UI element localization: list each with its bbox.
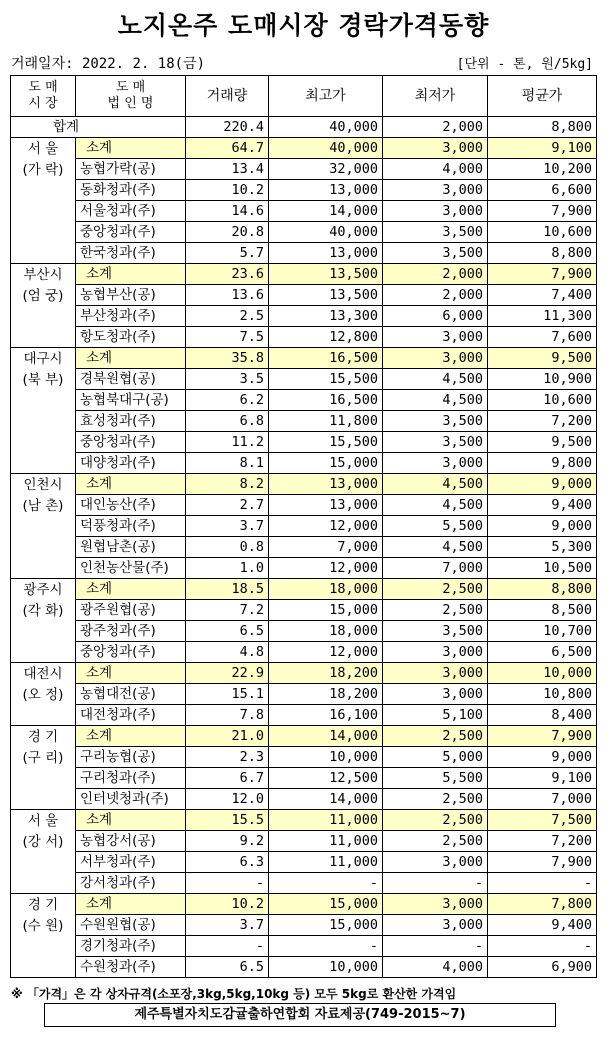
corporation-name: 서울청과(주) xyxy=(76,201,186,222)
volume-cell: 2.3 xyxy=(186,747,269,768)
header-market xyxy=(11,76,76,117)
corporation-name: 농협강서(공) xyxy=(76,831,186,852)
market-name: 부산시 xyxy=(23,267,63,283)
max-price-cell: 16,500 xyxy=(269,348,383,369)
corporation-name: 중앙청과(주) xyxy=(76,642,186,663)
volume-cell: 35.8 xyxy=(186,348,269,369)
market-cell xyxy=(11,579,76,663)
avg-price-cell: 10,600 xyxy=(488,222,597,243)
volume-cell: 18.5 xyxy=(186,579,269,600)
market-name: 경 기 xyxy=(27,729,59,745)
total-max: 40,000 xyxy=(269,117,383,138)
corporation-name: 소계 xyxy=(76,264,186,285)
min-price-cell: 2,500 xyxy=(383,579,488,600)
avg-price-cell: 8,800 xyxy=(488,579,597,600)
table-row xyxy=(11,327,597,348)
min-price-cell: 4,000 xyxy=(383,957,488,978)
avg-price-cell: 7,800 xyxy=(488,894,597,915)
table-row xyxy=(11,936,597,957)
note-text: 「가격」은 각 상자규격(소포장,3kg,5kg,10kg 등) 모두 5kg로 환산한 가격임 xyxy=(26,987,457,1001)
volume-cell: 3.5 xyxy=(186,369,269,390)
corporation-name: 구리농협(공) xyxy=(76,747,186,768)
avg-price-cell: 10,800 xyxy=(488,684,597,705)
header-corporation xyxy=(76,76,186,117)
min-price-cell: 4,500 xyxy=(383,369,488,390)
table-row xyxy=(11,432,597,453)
min-price-cell: 3,500 xyxy=(383,432,488,453)
max-price-cell: 11,800 xyxy=(269,411,383,432)
corporation-name: 중앙청과(주) xyxy=(76,432,186,453)
corporation-name: 소계 xyxy=(76,474,186,495)
volume-cell: 7.8 xyxy=(186,705,269,726)
min-price-cell: 6,000 xyxy=(383,306,488,327)
volume-cell: 0.8 xyxy=(186,537,269,558)
volume-cell: 5.7 xyxy=(186,243,269,264)
min-price-cell: 3,000 xyxy=(383,852,488,873)
volume-cell: 6.8 xyxy=(186,411,269,432)
market-name: 대구시 xyxy=(23,351,63,367)
volume-cell: 8.2 xyxy=(186,474,269,495)
market-location: (남 촌) xyxy=(22,498,64,514)
table-row xyxy=(11,369,597,390)
corporation-name: 농협북대구(공) xyxy=(76,390,186,411)
min-price-cell: 4,500 xyxy=(383,495,488,516)
volume-cell: 10.2 xyxy=(186,180,269,201)
max-price-cell: 16,100 xyxy=(269,705,383,726)
avg-price-cell: 7,500 xyxy=(488,810,597,831)
max-price-cell: 12,800 xyxy=(269,327,383,348)
max-price-cell: 13,300 xyxy=(269,306,383,327)
market-cell xyxy=(11,663,76,726)
min-price-cell: 4,500 xyxy=(383,474,488,495)
volume-cell: 22.9 xyxy=(186,663,269,684)
market-location: (구 리) xyxy=(22,750,64,766)
volume-cell: 4.8 xyxy=(186,642,269,663)
min-price-cell: 3,000 xyxy=(383,915,488,936)
table-row xyxy=(11,411,597,432)
volume-cell: 15.1 xyxy=(186,684,269,705)
corporation-name: 인터넷청과(주) xyxy=(76,789,186,810)
total-min: 2,000 xyxy=(383,117,488,138)
table-row xyxy=(11,642,597,663)
corporation-name: 덕풍청과(주) xyxy=(76,516,186,537)
min-price-cell: 4,500 xyxy=(383,537,488,558)
volume-cell: 8.1 xyxy=(186,453,269,474)
table-row xyxy=(11,600,597,621)
avg-price-cell: 9,500 xyxy=(488,432,597,453)
volume-cell: 6.7 xyxy=(186,768,269,789)
page-title: 노지온주 도매시장 경락가격동향 xyxy=(117,11,490,40)
volume-cell: 21.0 xyxy=(186,726,269,747)
corporation-name: 경기청과(주) xyxy=(76,936,186,957)
max-price-cell: 13,500 xyxy=(269,285,383,306)
max-price-cell: 10,000 xyxy=(269,957,383,978)
subtotal-row xyxy=(11,726,597,747)
volume-cell: 14.6 xyxy=(186,201,269,222)
avg-price-cell: 7,900 xyxy=(488,852,597,873)
volume-cell: 12.0 xyxy=(186,789,269,810)
corporation-name: 대전청과(주) xyxy=(76,705,186,726)
avg-price-cell: 9,500 xyxy=(488,348,597,369)
price-table xyxy=(10,75,597,978)
min-price-cell: 3,000 xyxy=(383,684,488,705)
table-row xyxy=(11,852,597,873)
avg-price-cell: 9,100 xyxy=(488,138,597,159)
avg-price-cell: 5,300 xyxy=(488,537,597,558)
note-mark: ※ xyxy=(11,987,23,1001)
header-max: 최고가 xyxy=(269,76,383,117)
avg-price-cell: 7,000 xyxy=(488,789,597,810)
avg-price-cell: 11,300 xyxy=(488,306,597,327)
min-price-cell: 3,000 xyxy=(383,453,488,474)
min-price-cell: 3,500 xyxy=(383,222,488,243)
market-name: 인천시 xyxy=(23,477,63,493)
corporation-name: 농협가락(공) xyxy=(76,159,186,180)
volume-cell: - xyxy=(186,873,269,894)
volume-cell: 9.2 xyxy=(186,831,269,852)
subtotal-row xyxy=(11,348,597,369)
corporation-name: 소계 xyxy=(76,138,186,159)
max-price-cell: 10,000 xyxy=(269,747,383,768)
corporation-name: 소계 xyxy=(76,810,186,831)
max-price-cell: 15,500 xyxy=(269,369,383,390)
corporation-name: 강서청과(주) xyxy=(76,873,186,894)
min-price-cell: 3,000 xyxy=(383,327,488,348)
max-price-cell: 40,000 xyxy=(269,138,383,159)
min-price-cell: 3,000 xyxy=(383,201,488,222)
avg-price-cell: 9,100 xyxy=(488,768,597,789)
max-price-cell: 16,500 xyxy=(269,390,383,411)
table-row xyxy=(11,537,597,558)
volume-cell: 10.2 xyxy=(186,894,269,915)
corporation-name: 대양청과(주) xyxy=(76,453,186,474)
avg-price-cell: 7,900 xyxy=(488,201,597,222)
max-price-cell: 11,000 xyxy=(269,852,383,873)
header-row xyxy=(11,76,597,117)
market-location: (각 화) xyxy=(22,603,64,619)
min-price-cell: 3,500 xyxy=(383,411,488,432)
volume-cell: 6.2 xyxy=(186,390,269,411)
corporation-name: 광주원협(공) xyxy=(76,600,186,621)
volume-cell: 7.2 xyxy=(186,600,269,621)
max-price-cell: - xyxy=(269,873,383,894)
header-corp-line1: 도 매 xyxy=(115,80,146,95)
min-price-cell: - xyxy=(383,873,488,894)
corporation-name: 인천농산물(주) xyxy=(76,558,186,579)
max-price-cell: 12,000 xyxy=(269,558,383,579)
corporation-name: 소계 xyxy=(76,894,186,915)
avg-price-cell: 9,000 xyxy=(488,516,597,537)
volume-cell: 23.6 xyxy=(186,264,269,285)
avg-price-cell: 9,400 xyxy=(488,915,597,936)
corporation-name: 수원청과(주) xyxy=(76,957,186,978)
max-price-cell: 32,000 xyxy=(269,159,383,180)
subtotal-row xyxy=(11,474,597,495)
avg-price-cell: 9,000 xyxy=(488,747,597,768)
avg-price-cell: 10,500 xyxy=(488,558,597,579)
volume-cell: 15.5 xyxy=(186,810,269,831)
volume-cell: 1.0 xyxy=(186,558,269,579)
corporation-name: 부산청과(주) xyxy=(76,306,186,327)
corporation-name: 효성청과(주) xyxy=(76,411,186,432)
volume-cell: 11.2 xyxy=(186,432,269,453)
min-price-cell: 4,500 xyxy=(383,390,488,411)
avg-price-cell: 10,600 xyxy=(488,390,597,411)
max-price-cell: 12,500 xyxy=(269,768,383,789)
min-price-cell: - xyxy=(383,936,488,957)
volume-cell: 3.7 xyxy=(186,915,269,936)
table-row xyxy=(11,285,597,306)
avg-price-cell: 9,000 xyxy=(488,474,597,495)
market-cell xyxy=(11,348,76,474)
min-price-cell: 2,500 xyxy=(383,600,488,621)
corporation-name: 수원원협(공) xyxy=(76,915,186,936)
max-price-cell: 40,000 xyxy=(269,222,383,243)
market-cell xyxy=(11,726,76,810)
avg-price-cell: 10,900 xyxy=(488,369,597,390)
volume-cell: 6.3 xyxy=(186,852,269,873)
header-avg: 평균가 xyxy=(488,76,597,117)
subtotal-row xyxy=(11,264,597,285)
min-price-cell: 2,000 xyxy=(383,264,488,285)
max-price-cell: 14,000 xyxy=(269,201,383,222)
market-location: (수 원) xyxy=(22,918,64,934)
max-price-cell: 13,000 xyxy=(269,474,383,495)
market-name: 경 기 xyxy=(27,897,59,913)
table-row xyxy=(11,684,597,705)
header-market-line1: 도 매 xyxy=(28,80,58,95)
market-cell xyxy=(11,894,76,978)
max-price-cell: 13,000 xyxy=(269,180,383,201)
volume-cell: 3.7 xyxy=(186,516,269,537)
subtotal-row xyxy=(11,663,597,684)
corporation-name: 동화청과(주) xyxy=(76,180,186,201)
market-name: 대전시 xyxy=(23,666,63,682)
min-price-cell: 3,500 xyxy=(383,243,488,264)
table-row xyxy=(11,495,597,516)
max-price-cell: 15,500 xyxy=(269,432,383,453)
min-price-cell: 4,000 xyxy=(383,159,488,180)
header-corp-line2: 법 인 명 xyxy=(107,96,154,111)
corporation-name: 중앙청과(주) xyxy=(76,222,186,243)
max-price-cell: 18,200 xyxy=(269,684,383,705)
market-cell xyxy=(11,138,76,264)
avg-price-cell: 6,900 xyxy=(488,957,597,978)
footnote xyxy=(11,985,456,1002)
avg-price-cell: 7,200 xyxy=(488,831,597,852)
min-price-cell: 3,000 xyxy=(383,348,488,369)
table-row xyxy=(11,558,597,579)
corporation-name: 경북원협(공) xyxy=(76,369,186,390)
min-price-cell: 3,000 xyxy=(383,894,488,915)
avg-price-cell: 8,500 xyxy=(488,600,597,621)
min-price-cell: 3,500 xyxy=(383,621,488,642)
avg-price-cell: 9,800 xyxy=(488,453,597,474)
volume-cell: 13.4 xyxy=(186,159,269,180)
table-row xyxy=(11,243,597,264)
subtotal-row xyxy=(11,138,597,159)
min-price-cell: 5,500 xyxy=(383,516,488,537)
table-row xyxy=(11,306,597,327)
table-row xyxy=(11,201,597,222)
volume-cell: 2.5 xyxy=(186,306,269,327)
volume-cell: 13.6 xyxy=(186,285,269,306)
min-price-cell: 3,000 xyxy=(383,180,488,201)
volume-cell: - xyxy=(186,936,269,957)
volume-cell: 2.7 xyxy=(186,495,269,516)
corporation-name: 대인농산(주) xyxy=(76,495,186,516)
subtotal-row xyxy=(11,579,597,600)
trade-date: 거래일자: 2022. 2. 18(금) xyxy=(11,56,206,72)
max-price-cell: 13,000 xyxy=(269,243,383,264)
source-box: 제주특별자치도감귤출하연합회 자료제공(749-2015~7) xyxy=(44,1003,556,1027)
max-price-cell: 11,000 xyxy=(269,831,383,852)
max-price-cell: 13,500 xyxy=(269,264,383,285)
total-volume: 220.4 xyxy=(186,117,269,138)
market-location: (북 부) xyxy=(22,372,64,388)
corporation-name: 광주청과(주) xyxy=(76,621,186,642)
market-name: 서 울 xyxy=(27,141,59,157)
total-label: 합계 xyxy=(11,117,186,138)
corporation-name: 농협대전(공) xyxy=(76,684,186,705)
avg-price-cell: 10,000 xyxy=(488,663,597,684)
table-row xyxy=(11,705,597,726)
market-cell xyxy=(11,474,76,579)
min-price-cell: 7,000 xyxy=(383,558,488,579)
avg-price-cell: 6,500 xyxy=(488,642,597,663)
max-price-cell: 11,000 xyxy=(269,810,383,831)
min-price-cell: 2,500 xyxy=(383,789,488,810)
max-price-cell: 12,000 xyxy=(269,516,383,537)
table-row xyxy=(11,957,597,978)
volume-cell: 6.5 xyxy=(186,957,269,978)
max-price-cell: 15,000 xyxy=(269,915,383,936)
table-row xyxy=(11,789,597,810)
corporation-name: 항도청과(주) xyxy=(76,327,186,348)
corporation-name: 한국청과(주) xyxy=(76,243,186,264)
table-row xyxy=(11,453,597,474)
corporation-name: 서부청과(주) xyxy=(76,852,186,873)
corporation-name: 구리청과(주) xyxy=(76,768,186,789)
avg-price-cell: 7,600 xyxy=(488,327,597,348)
max-price-cell: 18,000 xyxy=(269,579,383,600)
market-location: (강 서) xyxy=(22,834,64,850)
corporation-name: 농협부산(공) xyxy=(76,285,186,306)
corporation-name: 소계 xyxy=(76,579,186,600)
avg-price-cell: - xyxy=(488,936,597,957)
max-price-cell: 7,000 xyxy=(269,537,383,558)
corporation-name: 원협남촌(공) xyxy=(76,537,186,558)
corporation-name: 소계 xyxy=(76,348,186,369)
volume-cell: 7.5 xyxy=(186,327,269,348)
table-row xyxy=(11,390,597,411)
header-min: 최저가 xyxy=(383,76,488,117)
max-price-cell: 13,000 xyxy=(269,495,383,516)
volume-cell: 6.5 xyxy=(186,621,269,642)
table-row xyxy=(11,873,597,894)
min-price-cell: 2,500 xyxy=(383,726,488,747)
max-price-cell: 15,000 xyxy=(269,600,383,621)
min-price-cell: 5,500 xyxy=(383,768,488,789)
min-price-cell: 3,000 xyxy=(383,138,488,159)
market-location: (오 정) xyxy=(22,687,64,703)
total-row xyxy=(11,117,597,138)
header-market-line2: 시 장 xyxy=(28,96,58,111)
table-row xyxy=(11,621,597,642)
avg-price-cell: 6,600 xyxy=(488,180,597,201)
table-row xyxy=(11,180,597,201)
table-row xyxy=(11,915,597,936)
max-price-cell: 15,000 xyxy=(269,894,383,915)
avg-price-cell: - xyxy=(488,873,597,894)
min-price-cell: 3,000 xyxy=(383,663,488,684)
table-row xyxy=(11,747,597,768)
min-price-cell: 5,000 xyxy=(383,747,488,768)
min-price-cell: 2,000 xyxy=(383,285,488,306)
subtotal-row xyxy=(11,894,597,915)
unit-label: [단위 - 톤, 원/5kg] xyxy=(456,57,593,72)
total-avg: 8,800 xyxy=(488,117,597,138)
max-price-cell: 14,000 xyxy=(269,789,383,810)
avg-price-cell: 8,400 xyxy=(488,705,597,726)
avg-price-cell: 9,400 xyxy=(488,495,597,516)
avg-price-cell: 10,200 xyxy=(488,159,597,180)
avg-price-cell: 7,200 xyxy=(488,411,597,432)
table-row xyxy=(11,768,597,789)
market-cell xyxy=(11,264,76,348)
table-row xyxy=(11,222,597,243)
max-price-cell: 14,000 xyxy=(269,726,383,747)
subtotal-row xyxy=(11,810,597,831)
table-row xyxy=(11,159,597,180)
min-price-cell: 2,500 xyxy=(383,831,488,852)
market-name: 서 울 xyxy=(27,813,59,829)
min-price-cell: 3,000 xyxy=(383,642,488,663)
volume-cell: 64.7 xyxy=(186,138,269,159)
max-price-cell: - xyxy=(269,936,383,957)
max-price-cell: 18,000 xyxy=(269,621,383,642)
min-price-cell: 2,500 xyxy=(383,810,488,831)
max-price-cell: 12,000 xyxy=(269,642,383,663)
corporation-name: 소계 xyxy=(76,726,186,747)
min-price-cell: 5,100 xyxy=(383,705,488,726)
market-location: (가 락) xyxy=(22,162,64,178)
avg-price-cell: 10,700 xyxy=(488,621,597,642)
avg-price-cell: 8,800 xyxy=(488,243,597,264)
market-name: 광주시 xyxy=(23,582,63,598)
header-volume: 거래량 xyxy=(186,76,269,117)
market-cell xyxy=(11,810,76,894)
table-row xyxy=(11,516,597,537)
corporation-name: 소계 xyxy=(76,663,186,684)
avg-price-cell: 7,900 xyxy=(488,264,597,285)
volume-cell: 20.8 xyxy=(186,222,269,243)
max-price-cell: 18,200 xyxy=(269,663,383,684)
max-price-cell: 15,000 xyxy=(269,453,383,474)
market-location: (엄 궁) xyxy=(22,288,64,304)
table-row xyxy=(11,831,597,852)
avg-price-cell: 7,900 xyxy=(488,726,597,747)
avg-price-cell: 7,400 xyxy=(488,285,597,306)
